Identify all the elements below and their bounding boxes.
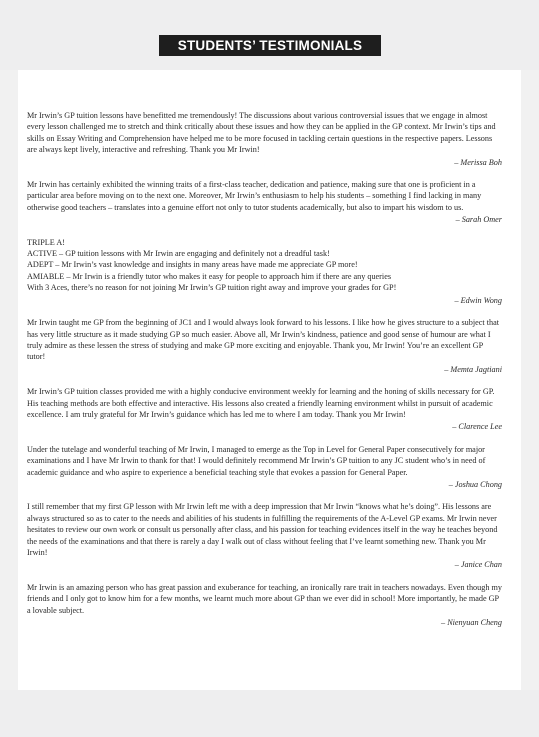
testimonial-author: – Edwin Wong	[454, 295, 502, 305]
testimonial-author: – Merissa Boh	[454, 157, 502, 167]
testimonial-text: With 3 Aces, there’s no reason for not joining Mr Irwin’s GP tuition right away and improve your grades for GP!	[27, 283, 397, 293]
testimonial-author: – Janice Chan	[454, 560, 502, 570]
testimonial-text: I still remember that my first GP lesson with Mr Irwin left me with a deep impression that Mr Irwin “knows what he’s doing”. His lessons are always structured so as to cater to the needs and abilities of his students in fulfilling the requirements of the A-Level GP exams. Mr Irwin never hesitates to review our own work or consult us personally after class, and his passion for teaching evidences itself in the way he teaches beyond the needs of the examinations and that there is rarely a day I walk out of class without feeling that I’ve learnt something new. Thank you Mr Irwin!	[27, 502, 498, 557]
testimonial-entry	[27, 582, 502, 629]
testimonial-entry	[27, 179, 502, 226]
testimonial-text: Mr Irwin taught me GP from the beginning of JC1 and I would always look forward to his lessons. I like how he gives structure to a subject that has very little structure as it made studying GP so much easier. Above all, Mr Irwin’s kindness, patience and good sense of humour are what I truly admire as these lessen the stress of studying and make GP more exciting and enjoyable. Thank you, Mr Irwin! You’re an excellent GP tutor!	[27, 318, 499, 362]
testimonial-text: Under the tutelage and wonderful teaching of Mr Irwin, I managed to emerge as the Top in Level for General Paper consecutively for major examinations and I have Mr Irwin to thank for that! I would definitely recommend Mr Irwin’s GP tuition to any JC student who’s in need of academic guidance and who aspire to experience a beneficial teaching style that evokes a passion for General Paper.	[27, 444, 486, 477]
testimonial-entry	[27, 501, 502, 570]
testimonial-text: Mr Irwin’s GP tuition lessons have benefitted me tremendously! The discussions about various controversial issues that we engage in almost every lesson challenged me to stretch and think critically about these issues and how they can be applied in the GP context. Mr Irwin’s tips and skills on Essay Writing and Comprehension have helped me to be more focused in tackling certain questions in the respective papers. Lessons are always kept lively, interactive and refreshing. Thank you Mr Irwin!	[27, 111, 496, 155]
testimonial-text: AMIABLE – Mr Irwin is a friendly tutor who makes it easy for people to approach him if there are any queries	[27, 271, 392, 281]
testimonial-entry	[27, 386, 502, 433]
testimonial-author: – Sarah Omer	[455, 215, 502, 225]
page-title: STUDENTS’ TESTIMONIALS	[159, 35, 381, 56]
testimonial-text: Mr Irwin is an amazing person who has great passion and exuberance for teaching, an ironically rare trait in teachers nowadays. Even though my friends and I only got to know him for a few months, we learnt much more about GP than we ever did in school! More importantly, he made GP a lovable subject.	[27, 582, 502, 615]
testimonial-author: – Memta Jagtiani	[444, 364, 502, 374]
testimonial-entry	[27, 444, 502, 491]
testimonial-text: Mr Irwin has certainly exhibited the winning traits of a first-class teacher, dedication and patience, making sure that one is proficient in a particular area before moving on to the next one. Moreover, Mr Irwin’s enthusiasm to help his students – something I find lacking in many otherwise good teachers – translates into a genuine effort not only to tutor students academically, but also to impart his wisdom to us.	[27, 180, 482, 212]
testimonial-text: Mr Irwin’s GP tuition classes provided me with a highly conducive environment weekly for learning and the honing of skills necessary for GP. His teaching methods are both effective and interactive. His lessons also created a friendly learning environment whilst in pursuit of academic excellence. I am truly grateful for Mr Irwin’s guidance which has led me to where I am today. Thank you Mr Irwin!	[27, 387, 495, 419]
header-band	[0, 0, 539, 70]
testimonial-entry	[27, 237, 502, 306]
testimonial-text: ADEPT – Mr Irwin’s vast knowledge and insights in many areas have made me appreciate GP more!	[27, 260, 358, 270]
footer-band	[0, 690, 539, 737]
testimonial-author: – Nienyuan Cheng	[441, 618, 502, 628]
testimonial-entry	[27, 317, 502, 375]
testimonial-author: – Clarence Lee	[452, 422, 502, 432]
testimonial-text: ACTIVE – GP tuition lessons with Mr Irwin are engaging and definitely not a dreadful task!	[27, 249, 330, 259]
testimonial-text: TRIPLE A!	[27, 237, 65, 247]
testimonials-list	[27, 110, 502, 639]
testimonial-author: – Joshua Chong	[448, 479, 502, 489]
testimonial-entry	[27, 110, 502, 168]
